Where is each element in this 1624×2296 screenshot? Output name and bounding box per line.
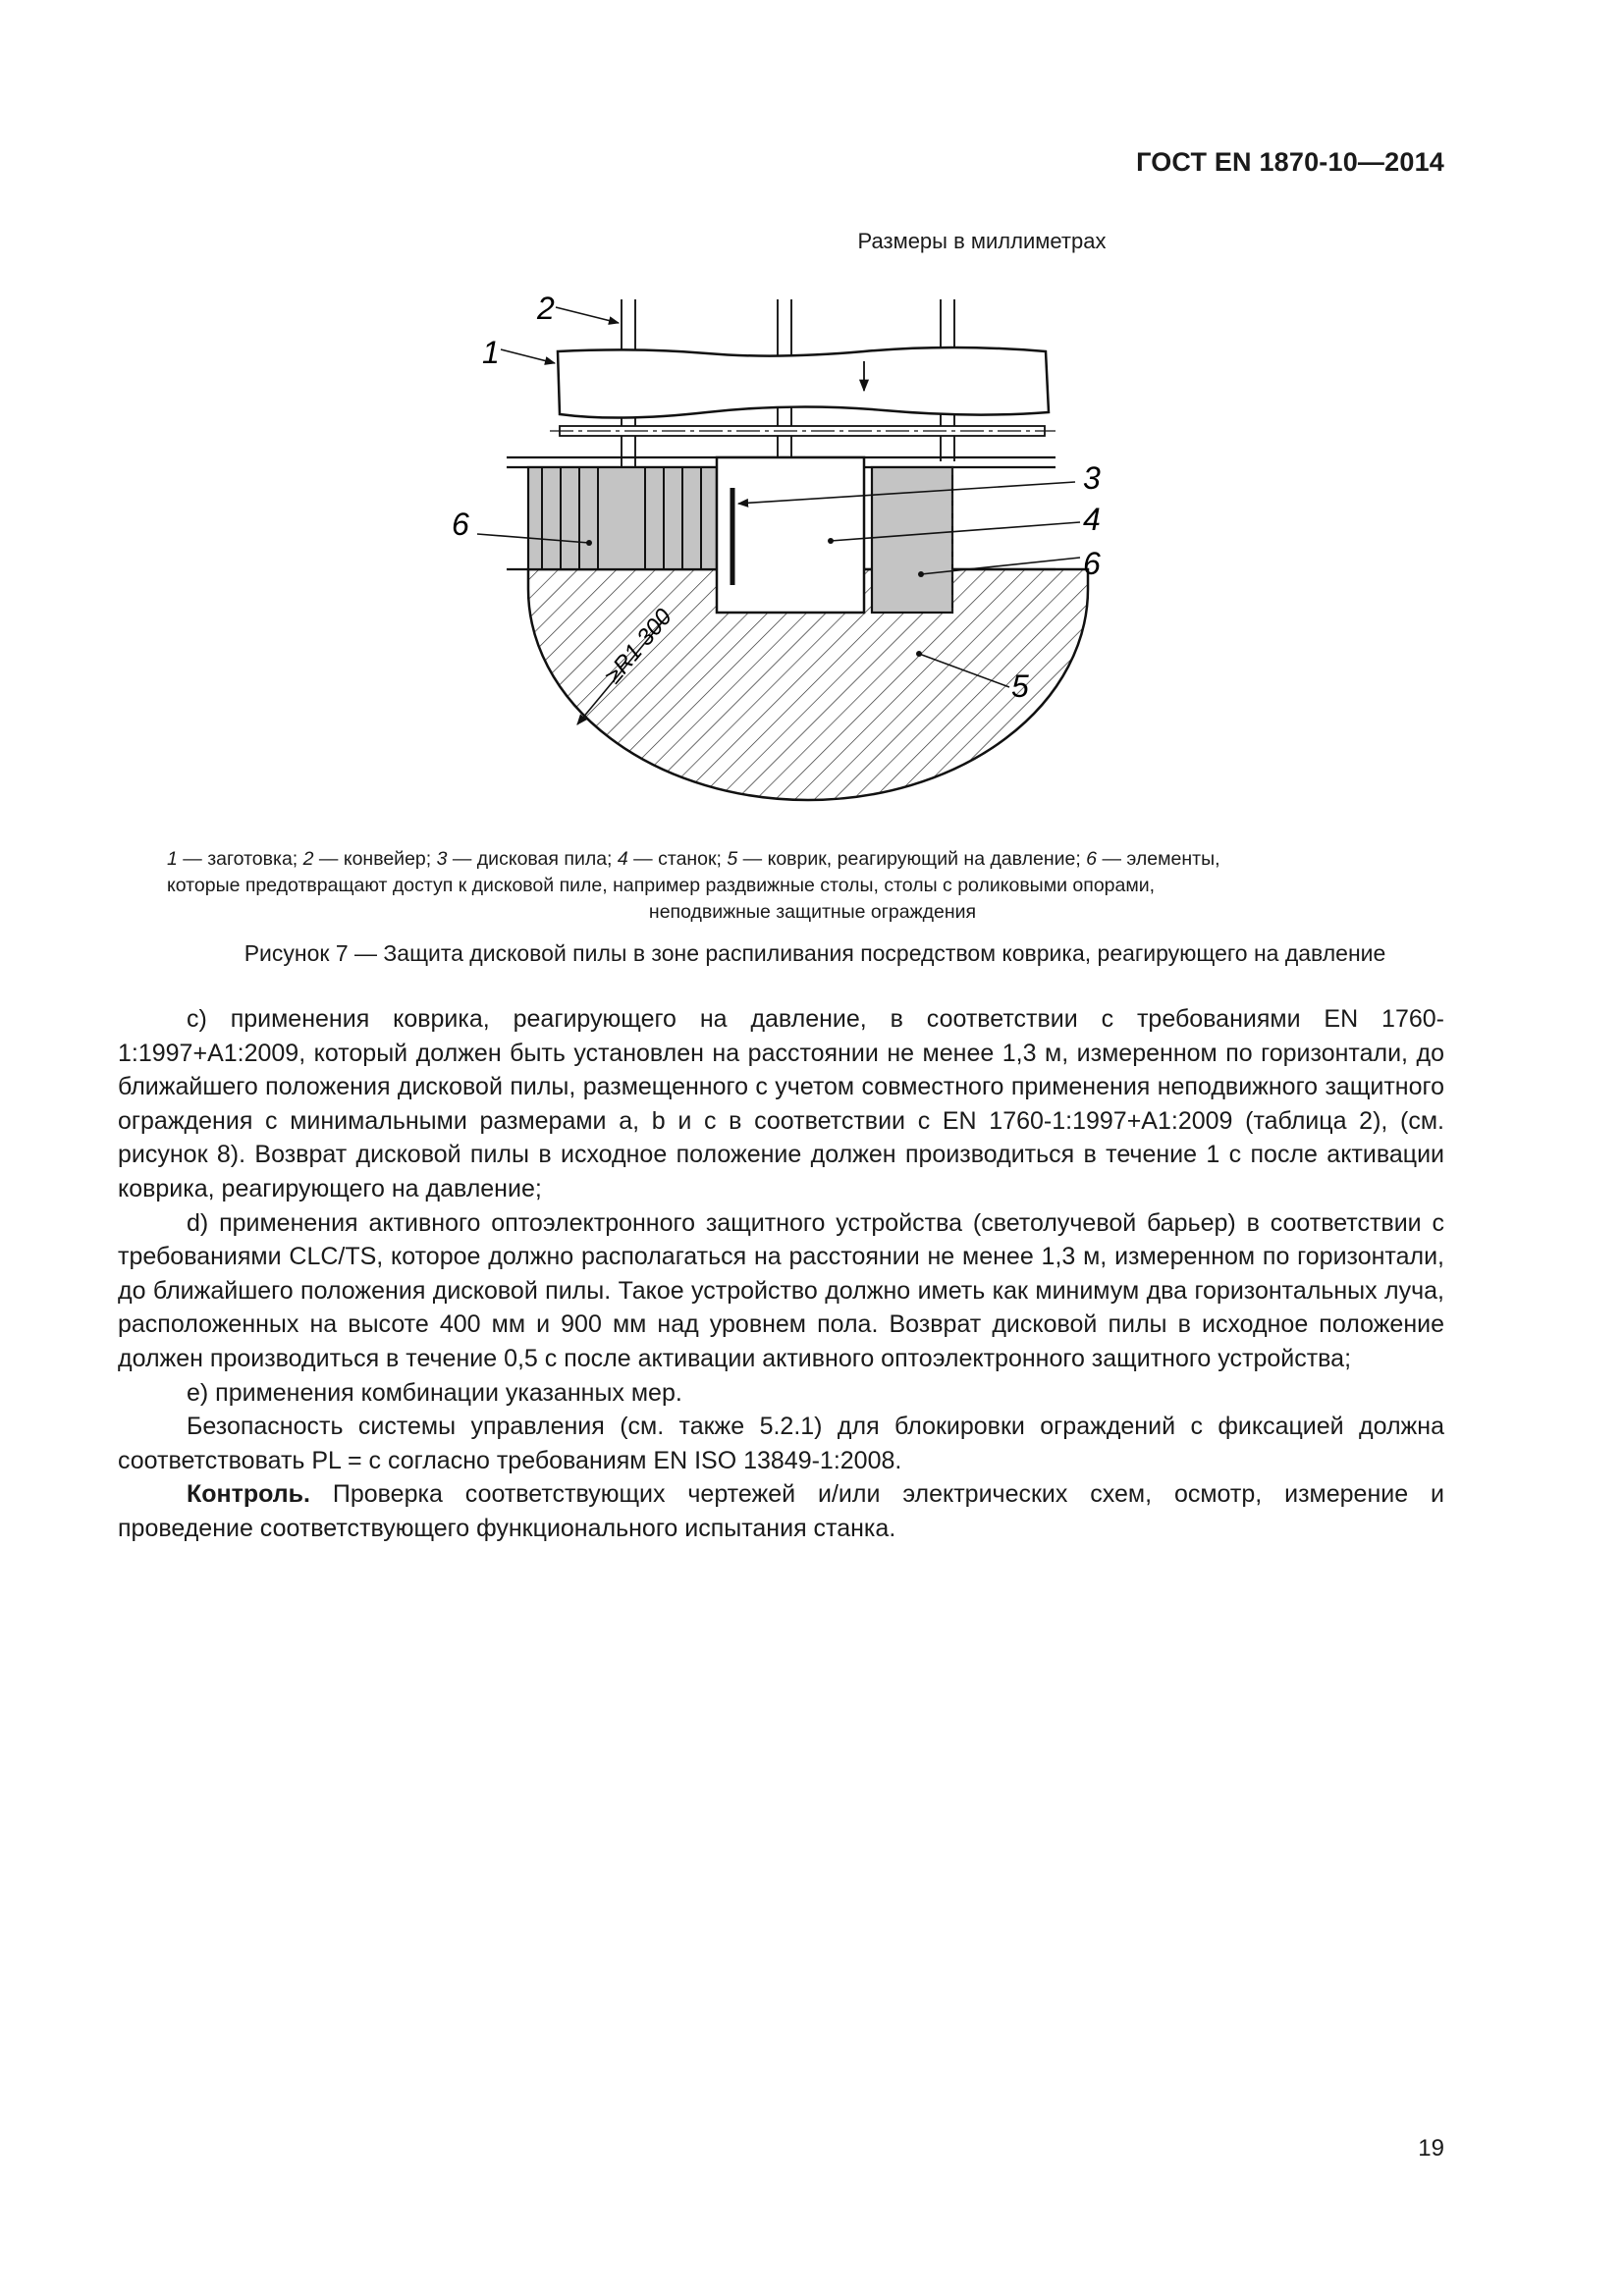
radius-dimension: ≥R1 300: [599, 604, 677, 689]
page-number: 19: [1418, 2135, 1444, 2162]
guard-right: [872, 467, 952, 613]
paragraph-d: d) применения активного оптоэлектронного защитного устройства (светолучевой барьер) в соответствии с требованиями CLC/TS, которое должно располагаться на расстоянии не менее 1,3 м, измеренном по горизонтали, до ближайшего положения дисковой пилы. Такое устройство должно иметь как минимум два горизонтальных луча, расположенных на высоте 400 мм и 900 мм над уровнем пола. Возврат дисковой пилы в исходное положение должен производиться в течение 0,5 с после активации активного оптоэлектронного защитного устройства;: [118, 1208, 1444, 1372]
machine: [717, 457, 864, 613]
figure-caption: Рисунок 7 — Защита дисковой пилы в зоне распиливания посредством коврика, реагирующего на давление: [244, 940, 1386, 966]
legend-line-3: неподвижные защитные ограждения: [648, 901, 977, 923]
paragraph-control: Контроль. Проверка соответствующих чертежей и/или электрических схем, осмотр, измерение и проведение соответствующего функционального испытания станка.: [118, 1480, 1444, 1542]
callout-6-right: 6: [1083, 546, 1101, 581]
callout-5: 5: [1011, 668, 1029, 704]
control-label: Контроль.: [187, 1480, 310, 1509]
figure-7-diagram: [432, 285, 1119, 844]
units-note: Размеры в миллиметрах: [857, 229, 1107, 253]
guard-left: [528, 467, 717, 569]
callout-2: 2: [537, 291, 555, 326]
legend-line-2: которые предотвращают доступ к дисковой пиле, например раздвижные столы, столы с роликовыми опорами,: [167, 875, 1156, 896]
callout-4: 4: [1083, 502, 1101, 537]
figure-legend: [167, 846, 1458, 926]
callout-1: 1: [482, 335, 500, 370]
body-text: [118, 1002, 1444, 1546]
paragraph-c: c) применения коврика, реагирующего на давление, в соответствии с требованиями EN 1760-1:1997+A1:2009, который должен быть установлен на расстоянии не менее 1,3 м, измеренном по горизонтали, до ближайшего положения дисковой пилы, размещенного с учетом совместного применения неподвижного защитного ограждения с минимальными размерами a, b и c в соответствии с EN 1760-1:1997+A1:2009 (таблица 2), (см. рисунок 8). Возврат дисковой пилы в исходное положение должен производиться в течение 1 с после активации коврика, реагирующего на давление;: [118, 1005, 1444, 1202]
callout-6-left: 6: [452, 507, 469, 542]
callout-3: 3: [1083, 460, 1101, 496]
legend-line-1: 1 — заготовка; 2 — конвейер; 3 — дисковая пила; 4 — станок; 5 — коврик, реагирующий на давление; 6 — элементы,: [167, 848, 1220, 870]
axis-bar: [550, 426, 1056, 436]
workpiece: [558, 347, 1049, 418]
paragraph-e: e) применения комбинации указанных мер.: [187, 1378, 682, 1407]
document-header: ГОСТ EN 1870-10—2014: [1136, 147, 1444, 177]
paragraph-safety: Безопасность системы управления (см. также 5.2.1) для блокировки ограждений с фиксацией должна соответствовать PL = c согласно требованиям EN ISO 13849-1:2008.: [118, 1413, 1444, 1474]
